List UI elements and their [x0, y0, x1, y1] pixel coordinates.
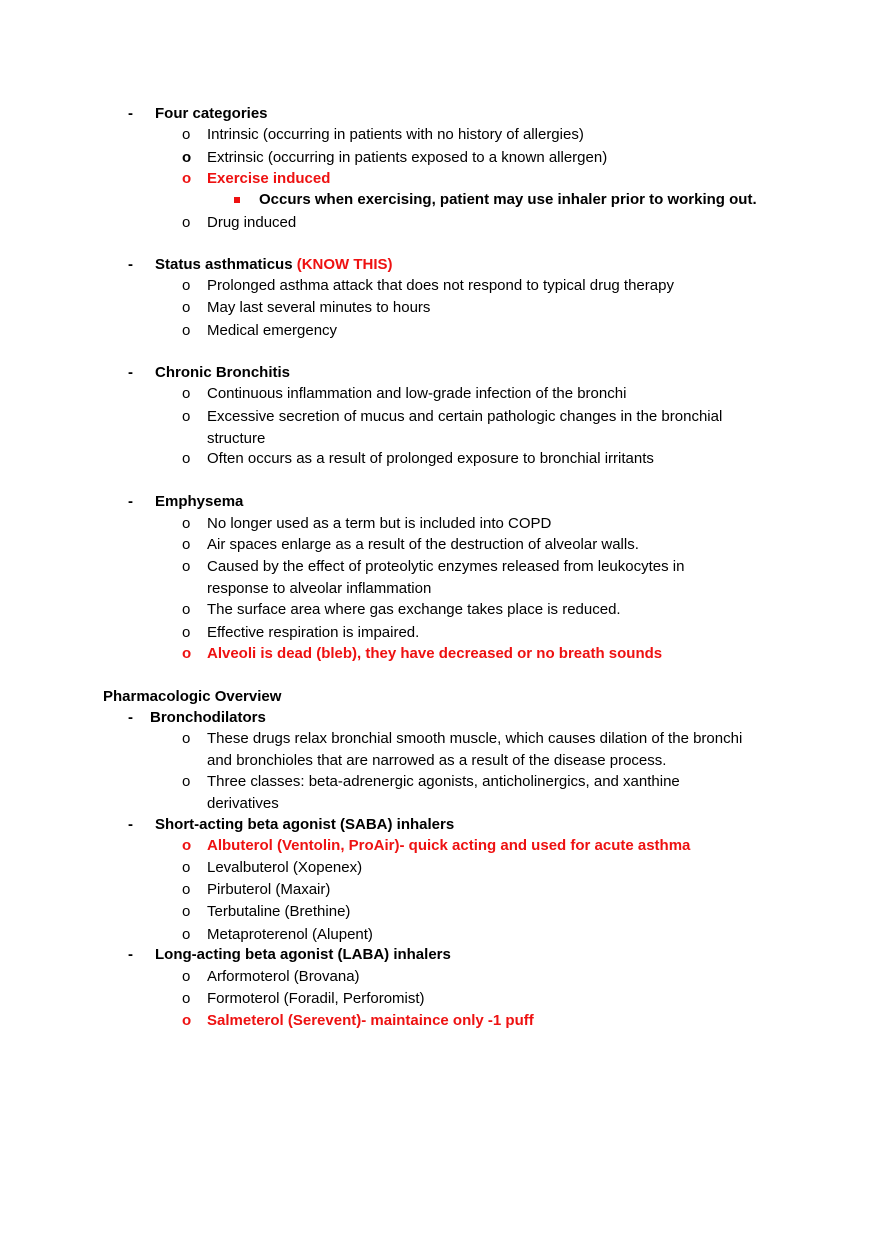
- circle-bullet: o: [182, 1012, 192, 1029]
- circle-bullet: o: [182, 515, 191, 532]
- circle-bullet: o: [182, 450, 191, 467]
- list-item-continuation: response to alveolar inflammation: [207, 580, 432, 597]
- circle-bullet: o: [182, 903, 191, 920]
- list-item: Air spaces enlarge as a result of the destruction of alveolar walls.: [207, 536, 639, 553]
- circle-bullet: o: [182, 601, 191, 618]
- list-item: Extrinsic (occurring in patients exposed to a known allergen): [207, 149, 608, 166]
- circle-bullet: o: [182, 773, 191, 790]
- circle-bullet: o: [182, 881, 191, 898]
- list-item: The surface area where gas exchange takes place is reduced.: [207, 601, 621, 618]
- square-bullet-icon: [234, 197, 240, 203]
- circle-bullet: o: [182, 645, 192, 662]
- list-item: Excessive secretion of mucus and certain pathologic changes in the bronchial: [207, 408, 723, 425]
- dash-bullet: -: [128, 364, 133, 381]
- circle-bullet: o: [182, 126, 191, 143]
- dash-bullet: -: [128, 493, 133, 510]
- circle-bullet: o: [182, 837, 192, 854]
- circle-bullet: o: [182, 385, 191, 402]
- circle-bullet: o: [182, 558, 191, 575]
- section-heading-bronchodilators: Bronchodilators: [150, 709, 266, 726]
- list-item: Formoterol (Foradil, Perforomist): [207, 990, 425, 1007]
- list-item: Often occurs as a result of prolonged exposure to bronchial irritants: [207, 450, 654, 467]
- list-item: Terbutaline (Brethine): [207, 903, 351, 920]
- list-item: May last several minutes to hours: [207, 299, 431, 316]
- circle-bullet: o: [182, 926, 191, 943]
- dash-bullet: -: [128, 256, 133, 273]
- section-heading-emphysema: Emphysema: [155, 493, 244, 510]
- list-item: These drugs relax bronchial smooth muscle, which causes dilation of the bronchi: [207, 730, 743, 747]
- sub-list-item: Occurs when exercising, patient may use inhaler prior to working out.: [259, 191, 757, 208]
- list-item: Medical emergency: [207, 322, 338, 339]
- circle-bullet: o: [182, 322, 191, 339]
- list-item: Drug induced: [207, 214, 297, 231]
- list-item: Arformoterol (Brovana): [207, 968, 360, 985]
- list-item-highlight: Alveoli is dead (bleb), they have decreased or no breath sounds: [207, 645, 663, 662]
- dash-bullet: -: [128, 816, 133, 833]
- heading-text: Status asthmaticus: [155, 256, 293, 273]
- section-heading-four-categories: Four categories: [155, 105, 268, 122]
- section-heading-chronic-bronchitis: Chronic Bronchitis: [155, 364, 291, 381]
- list-item-highlight: Salmeterol (Serevent)- maintaince only -1 puff: [207, 1012, 534, 1029]
- circle-bullet: o: [182, 990, 191, 1007]
- dash-bullet: -: [128, 946, 133, 963]
- circle-bullet: o: [182, 536, 191, 553]
- list-item-continuation: structure: [207, 430, 266, 447]
- circle-bullet: o: [182, 624, 191, 641]
- list-item: Three classes: beta-adrenergic agonists, anticholinergics, and xanthine: [207, 773, 680, 790]
- circle-bullet: o: [182, 299, 191, 316]
- circle-bullet: o: [182, 149, 192, 166]
- dash-bullet: -: [128, 709, 133, 726]
- list-item: No longer used as a term but is included into COPD: [207, 515, 552, 532]
- circle-bullet: o: [182, 408, 191, 425]
- list-item-highlight: Albuterol (Ventolin, ProAir)- quick acting and used for acute asthma: [207, 837, 691, 854]
- circle-bullet: o: [182, 859, 191, 876]
- circle-bullet: o: [182, 277, 191, 294]
- list-item: Continuous inflammation and low-grade infection of the bronchi: [207, 385, 627, 402]
- list-item-highlight: Exercise induced: [207, 170, 331, 187]
- circle-bullet: o: [182, 214, 191, 231]
- list-item-continuation: derivatives: [207, 795, 279, 812]
- section-heading-status-asthmaticus: [155, 255, 393, 275]
- list-item: Levalbuterol (Xopenex): [207, 859, 363, 876]
- section-heading-saba: Short-acting beta agonist (SABA) inhalers: [155, 816, 455, 833]
- page-section-title: Pharmacologic Overview: [103, 688, 282, 705]
- list-item: Caused by the effect of proteolytic enzymes released from leukocytes in: [207, 558, 685, 575]
- list-item-continuation: and bronchioles that are narrowed as a result of the disease process.: [207, 752, 667, 769]
- list-item: Prolonged asthma attack that does not respond to typical drug therapy: [207, 277, 674, 294]
- section-heading-laba: Long-acting beta agonist (LABA) inhalers: [155, 946, 451, 963]
- list-item: Intrinsic (occurring in patients with no history of allergies): [207, 126, 584, 143]
- circle-bullet: o: [182, 968, 191, 985]
- circle-bullet: o: [182, 170, 192, 187]
- circle-bullet: o: [182, 730, 191, 747]
- heading-note: (KNOW THIS): [296, 256, 393, 273]
- list-item: Metaproterenol (Alupent): [207, 926, 373, 943]
- list-item: Effective respiration is impaired.: [207, 624, 420, 641]
- list-item: Pirbuterol (Maxair): [207, 881, 331, 898]
- dash-bullet: -: [128, 105, 133, 122]
